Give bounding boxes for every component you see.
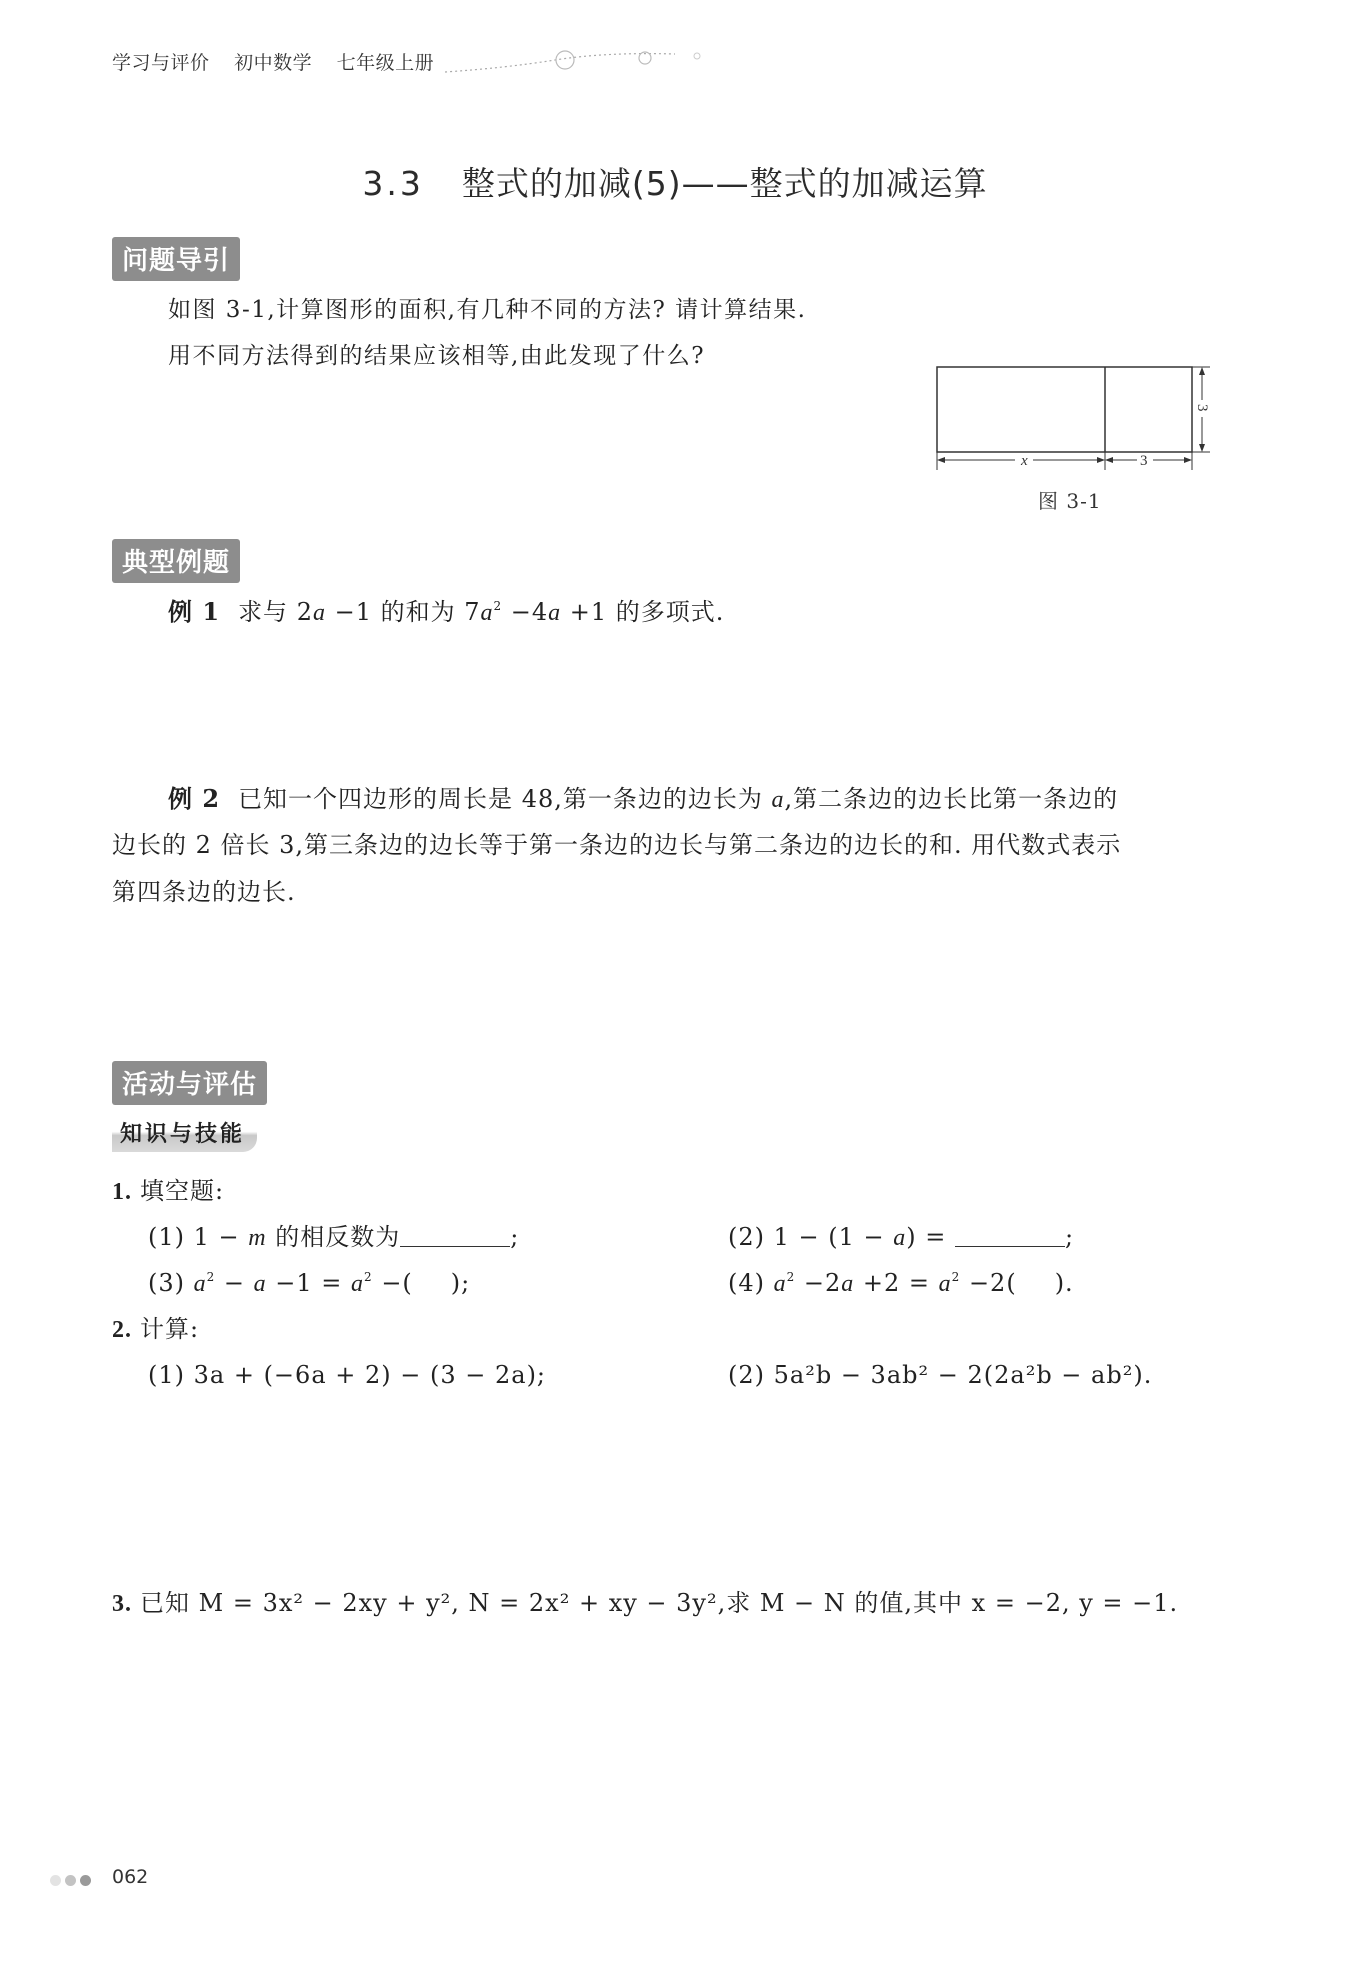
- question-2-part-1: (1) 3a + (−6a + 2) − (3 − 2a);: [148, 1361, 547, 1389]
- question-1-part-3: (3) $a^2 - a -1 = a^2$ −( );: [148, 1269, 471, 1297]
- q1p2-text: ) =: [906, 1223, 947, 1251]
- ex1-text: −1 的和为 7: [325, 598, 481, 626]
- ex2-var: a: [771, 787, 785, 813]
- header-decoration: [445, 40, 745, 80]
- intro-line-2: 用不同方法得到的结果应该相等,由此发现了什么?: [168, 343, 706, 369]
- page-dots-decoration: [50, 1871, 95, 1890]
- badge-activity-assessment: 活动与评估: [112, 1061, 267, 1105]
- question-2-title: [112, 1306, 199, 1354]
- q1p3-text: −(: [372, 1269, 413, 1297]
- question-1-text: 填空题:: [140, 1177, 225, 1205]
- figure-label-3-bottom: 3: [1140, 453, 1148, 469]
- section-number: 3.3: [362, 164, 424, 203]
- q1p1-end: ;: [510, 1223, 520, 1251]
- example-1-label: 例 1: [168, 597, 221, 626]
- example-2-line-3: 第四条边的边长.: [112, 878, 296, 906]
- badge-typical-examples: 典型例题: [112, 539, 240, 583]
- ex1-exp: 2: [493, 599, 503, 613]
- figure-label-3-side: 3: [1194, 404, 1210, 412]
- question-1-title: [112, 1168, 224, 1216]
- dot-mid: [65, 1875, 76, 1886]
- page-title: [0, 158, 1350, 205]
- q1p3-text: −1 =: [266, 1269, 343, 1297]
- example-2-label: 例 2: [168, 784, 221, 813]
- q1p2-text: (2) 1 − (1 −: [728, 1223, 885, 1251]
- figure-caption: 图 3-1: [1038, 489, 1102, 513]
- ex1-var: a: [312, 600, 326, 626]
- ex1-text: 求与 2: [238, 598, 313, 626]
- ex1-var: a: [480, 600, 494, 626]
- q1p4-text: (4): [728, 1269, 774, 1297]
- question-1-part-2: [728, 1214, 1074, 1262]
- example-2-line-1: [168, 775, 1118, 824]
- figure-label-x: x: [1021, 453, 1028, 469]
- example-1: [168, 588, 724, 637]
- q1p3-text: (3): [148, 1269, 194, 1297]
- q1p2-end: ;: [1065, 1223, 1075, 1251]
- question-1-part-1: [148, 1214, 519, 1262]
- q1p4-text: +2 =: [854, 1269, 931, 1297]
- question-2-number: 2.: [112, 1317, 132, 1343]
- badge-knowledge-skills: 知识与技能: [112, 1115, 257, 1152]
- ex1-text: +1 的多项式.: [561, 598, 725, 626]
- answer-blank[interactable]: [400, 1224, 510, 1247]
- ex1-var: a: [548, 600, 562, 626]
- dot-dark: [80, 1875, 91, 1886]
- answer-blank[interactable]: [955, 1224, 1065, 1247]
- question-1-part-4: (4) $a^2 -2a +2 = a^2 -2$( ).: [728, 1269, 1074, 1297]
- question-3-text: 已知 M = 3x² − 2xy + y², N = 2x² + xy − 3y²,求 M − N 的值,其中 x = −2, y = −1.: [140, 1589, 1179, 1617]
- question-2-part-2: (2) 5a²b − 3ab² − 2(2a²b − ab²).: [728, 1361, 1153, 1389]
- dot-light: [50, 1875, 61, 1886]
- header-grade: 七年级上册: [336, 52, 435, 74]
- q1p4-text: −2(: [960, 1269, 1017, 1297]
- figure-3-1: [925, 355, 1225, 475]
- running-header: [112, 48, 452, 75]
- header-subject: 初中数学: [234, 52, 313, 74]
- ex2-text: ,第二条边的边长比第一条边的: [784, 785, 1119, 813]
- q1p1-var: m: [248, 1225, 267, 1251]
- question-3-number: 3.: [112, 1591, 132, 1617]
- q1p3-text: −: [215, 1269, 246, 1297]
- question-2-text: 计算:: [140, 1315, 200, 1343]
- ex1-text: −4: [502, 598, 549, 626]
- header-book: 学习与评价: [112, 52, 210, 74]
- badge-problem-intro: 问题导引: [112, 237, 240, 281]
- page-number: 062: [112, 1866, 149, 1888]
- question-3: [112, 1580, 1178, 1628]
- ex2-text: 已知一个四边形的周长是 48,第一条边的边长为: [238, 785, 772, 813]
- q1p1-text: (1) 1 −: [148, 1223, 240, 1251]
- question-1-number: 1.: [112, 1179, 132, 1205]
- example-2-line-2: 边长的 2 倍长 3,第三条边的边长等于第一条边的边长与第二条边的边长的和. 用代数式表示: [112, 831, 1122, 859]
- q1p4-end: ).: [1054, 1269, 1074, 1297]
- q1p3-end: );: [450, 1269, 471, 1297]
- q1p4-text: −2: [795, 1269, 842, 1297]
- q1p1-text: 的相反数为: [266, 1223, 401, 1251]
- intro-line-1: 如图 3-1,计算图形的面积,有几种不同的方法? 请计算结果.: [168, 297, 807, 323]
- section-title: 整式的加减(5)——整式的加减运算: [461, 164, 988, 203]
- q1p2-var: a: [893, 1225, 907, 1251]
